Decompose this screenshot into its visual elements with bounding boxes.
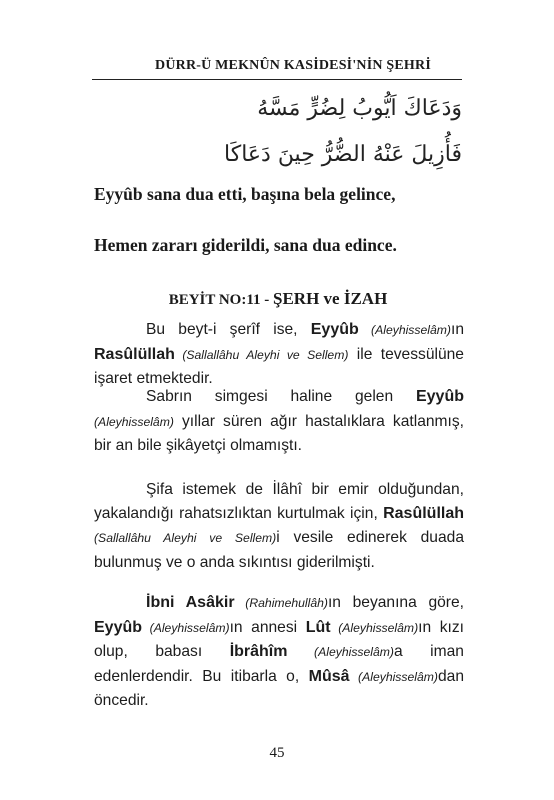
honorific: (Aleyhisselâm) bbox=[349, 669, 438, 684]
honorific: (Sallallâhu Aleyhi ve Sellem) bbox=[94, 531, 277, 545]
name-ibni-asakir: İbni Asâkir bbox=[146, 594, 235, 611]
honorific: (Aleyhisselâm) bbox=[330, 620, 419, 635]
honorific: (Aleyhisselâm) bbox=[287, 645, 394, 659]
paragraph-1 bbox=[94, 318, 464, 391]
honorific: (Aleyhisselâm) bbox=[94, 414, 174, 429]
text-run: ın annesi bbox=[229, 618, 306, 636]
paragraph-3 bbox=[94, 478, 464, 574]
text-run: Sabrın simgesi haline gelen bbox=[146, 388, 416, 405]
name-eyyub: Eyyûb bbox=[415, 388, 464, 405]
page-number: 45 bbox=[269, 745, 285, 761]
text-run: ın kızı olup, babası bbox=[94, 618, 464, 660]
verse-translation-line-2: Hemen zararı giderildi, sana dua edince. bbox=[94, 235, 397, 255]
text-run: a iman edenlerdendir. Bu itibarla o, bbox=[94, 643, 464, 685]
honorific: (Aleyhisselâm) bbox=[358, 323, 451, 337]
text-run: ile tevessülüne işaret etmektedir. bbox=[94, 345, 464, 387]
honorific: (Rahimehullâh) bbox=[234, 596, 328, 610]
text-run: Şifa istemek de İlâhî bir emir olduğundan, yakalandığı rahatsızlıktan kurtulmak için, bbox=[94, 481, 464, 522]
name-eyyub: Eyyûb bbox=[310, 321, 359, 338]
text-run: ın bbox=[450, 321, 464, 338]
text-run: ın beyanına göre, bbox=[327, 594, 464, 611]
honorific: (Aleyhisselâm) bbox=[142, 620, 230, 635]
section-number: BEYİT NO:11 - bbox=[168, 292, 274, 308]
section-title: ŞERH ve İZAH bbox=[273, 289, 388, 308]
text-run: dan öncedir. bbox=[94, 667, 464, 709]
arabic-verse-line-1: وَدَعَاكَ اَيُّوبُ لِضُرٍّ مَسَّهُ bbox=[257, 96, 462, 121]
text-run: Bu beyt-i şerîf ise, bbox=[146, 321, 311, 338]
paragraph-4 bbox=[94, 591, 464, 713]
name-musa: Mûsâ bbox=[308, 667, 350, 685]
name-rasulullah: Rasûlüllah bbox=[383, 504, 464, 522]
paragraph-2 bbox=[94, 385, 464, 458]
name-rasulullah: Rasûlüllah bbox=[94, 345, 175, 363]
header-rule bbox=[92, 79, 462, 80]
name-eyyub: Eyyûb bbox=[94, 618, 143, 636]
text-run: i vesile edinerek duada bulunmuş ve o anda sıkıntısı giderilmişti. bbox=[94, 529, 464, 571]
name-lut: Lût bbox=[305, 618, 331, 636]
verse-translation-line-1: Eyyûb sana dua etti, başına bela gelince, bbox=[94, 184, 396, 204]
name-ibrahim: İbrâhîm bbox=[229, 643, 288, 660]
text-run: yıllar süren ağır hastalıklara katlanmış, bir an bile şikâyetçi olmamıştı. bbox=[94, 412, 464, 454]
arabic-verse-line-2: فَأُزِيلَ عَنْهُ الضُّرُّ حِينَ دَعَاكَا bbox=[224, 142, 462, 167]
running-title: DÜRR-Ü MEKNÛN KASİDESİ'NİN ŞEHRİ bbox=[155, 58, 431, 73]
section-heading bbox=[94, 289, 462, 309]
honorific: (Sallallâhu Aleyhi ve Sellem) bbox=[174, 347, 349, 362]
